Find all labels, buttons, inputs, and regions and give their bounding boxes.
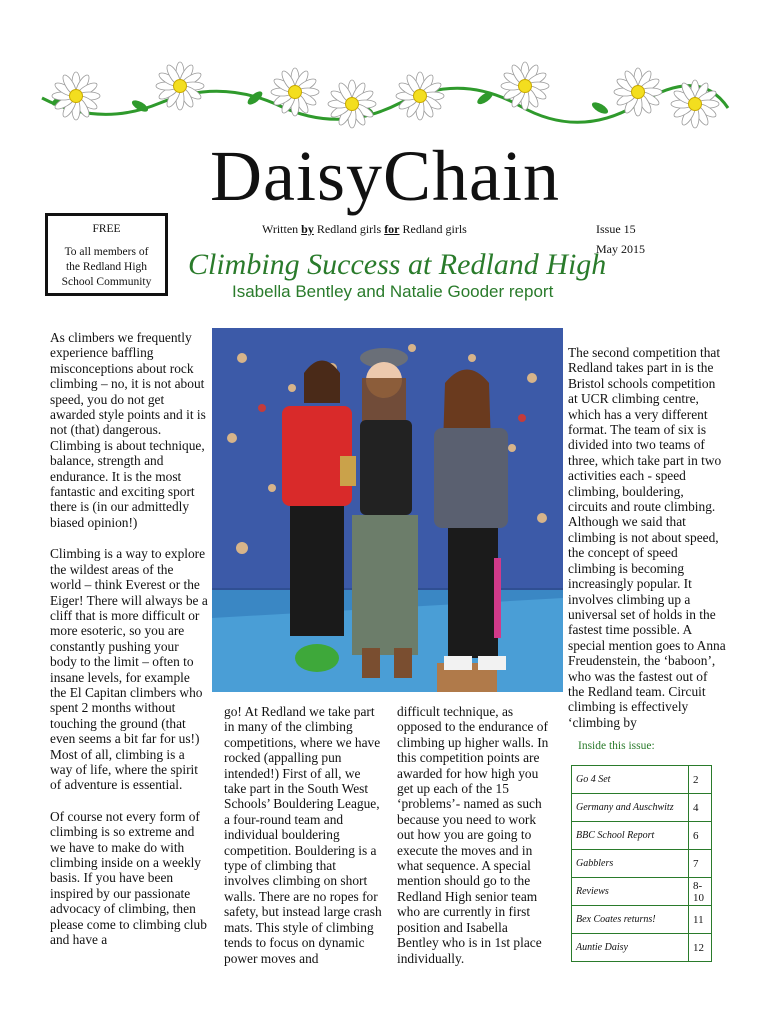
toc-item-title: Gabblers	[572, 850, 689, 878]
toc-item-page: 7	[689, 850, 712, 878]
toc-item-title: BBC School Report	[572, 822, 689, 850]
inside-issue-title: Inside this issue:	[578, 740, 655, 752]
toc-item-title: Bex Coates returns!	[572, 906, 689, 934]
column2-paragraph-1: go! At Redland we take part in many of the climbing competitions, where we have rocked (appalling pun intended!) First of all, we take part in the South West Schools’ Bouldering League, a four-round team and individual bouldering competition. Bouldering is a type of climbing that involves climbing on short walls. There are no ropes for safety, but instead large crash mats. This style of climbing tends to focus on dynamic power moves and	[224, 704, 382, 966]
free-line-3: School Community	[61, 276, 152, 288]
article-headline: Climbing Success at Redland High	[188, 248, 607, 281]
climbers-photo	[212, 328, 563, 692]
byline	[262, 222, 467, 237]
toc-item-title: Auntie Daisy	[572, 934, 689, 962]
free-label: FREE	[92, 223, 121, 235]
toc-item-page: 2	[689, 766, 712, 794]
table-row	[572, 822, 712, 850]
toc-item-page: 12	[689, 934, 712, 962]
free-line-1: To all members of	[64, 246, 149, 258]
toc-item-title: Reviews	[572, 878, 689, 906]
issue-date: May 2015	[596, 242, 645, 256]
toc-item-page: 6	[689, 822, 712, 850]
column1-paragraph-2: Climbing is a way to explore the wildest areas of the world – think Everest or the Eiger! There will always be a cliff that is more difficult or more esoteric, so you are constantly pushing your body to the limit – often to insane levels, for example the El Capitan climbers who spent 2 months without touching the ground (that even seems a bit far for us!) Most of all, climbing is a way of life, where the spirit of adventure is essential.	[50, 546, 208, 793]
article-column-4	[568, 345, 726, 730]
column1-paragraph-1: As climbers we frequently experience baffling misconceptions about rock climbing – no, it is not about speed, you do not get awarded style points and it is not (that) dangerous. Climbing is about technique, balance, strength and endurance. It is the most fantastic and exciting sport there is (in our admittedly biased opinion!)	[50, 330, 206, 530]
daisy-chain-banner-icon	[40, 58, 730, 138]
table-row	[572, 934, 712, 962]
byline-pre: Written	[262, 222, 302, 236]
table-row	[572, 766, 712, 794]
byline-post: Redland girls	[399, 222, 467, 236]
column3-paragraph-1: difficult technique, as opposed to the endurance of climbing up higher walls. In this competition points are awarded for how high you get up each of the 15 ‘problems’- named as such because you need to work out how you are going to execute the moves and in what sequence. A special mention should go to the Redland High senior team who are currently in first position and Isabella Bentley who is in 1st place individually.	[397, 704, 549, 966]
table-row	[572, 850, 712, 878]
article-subhead: Isabella Bentley and Natalie Gooder report	[232, 282, 554, 301]
article-column-1	[50, 330, 208, 947]
byline-by: by	[301, 222, 314, 236]
table-row	[572, 906, 712, 934]
toc-item-page: 4	[689, 794, 712, 822]
column1-paragraph-3: Of course not every form of climbing is so extreme and we have to make do with climbing inside on a weekly basis. If you have been inspired by our passionate advocacy of climbing, then please come to climbing club and have a	[50, 808, 207, 948]
article-column-2	[224, 704, 382, 966]
masthead-title: DaisyChain	[210, 136, 560, 216]
toc-item-page: 11	[689, 906, 712, 934]
table-row	[572, 878, 712, 906]
free-notice-box	[45, 213, 168, 296]
byline-for: for	[384, 222, 400, 236]
byline-mid: Redland girls	[313, 222, 385, 236]
toc-item-title: Go 4 Set	[572, 766, 689, 794]
table-of-contents	[571, 765, 712, 962]
issue-number: Issue 15	[596, 222, 636, 236]
table-row	[572, 794, 712, 822]
toc-item-page: 8-10	[689, 878, 712, 906]
article-column-3	[397, 704, 549, 966]
free-line-2: the Redland High	[65, 261, 148, 273]
column4-paragraph-1: The second competition that Redland takes part in is the Bristol schools competition at UCR climbing centre, which has a very different format. The team of six is divided into two teams of three, which take part in two activities each - speed climbing, bouldering, circuits and route climbing. Although we said that climbing is not about speed, the concept of speed climbing is becoming increasingly popular. It involves climbing up a universal set of holds in the fastest time possible. A special mention goes to Anna Freudenstein, the ‘baboon’, who was the fastest out of the Redland team. Circuit climbing is effectively ‘climbing by	[568, 345, 726, 730]
toc-item-title: Germany and Auschwitz	[572, 794, 689, 822]
